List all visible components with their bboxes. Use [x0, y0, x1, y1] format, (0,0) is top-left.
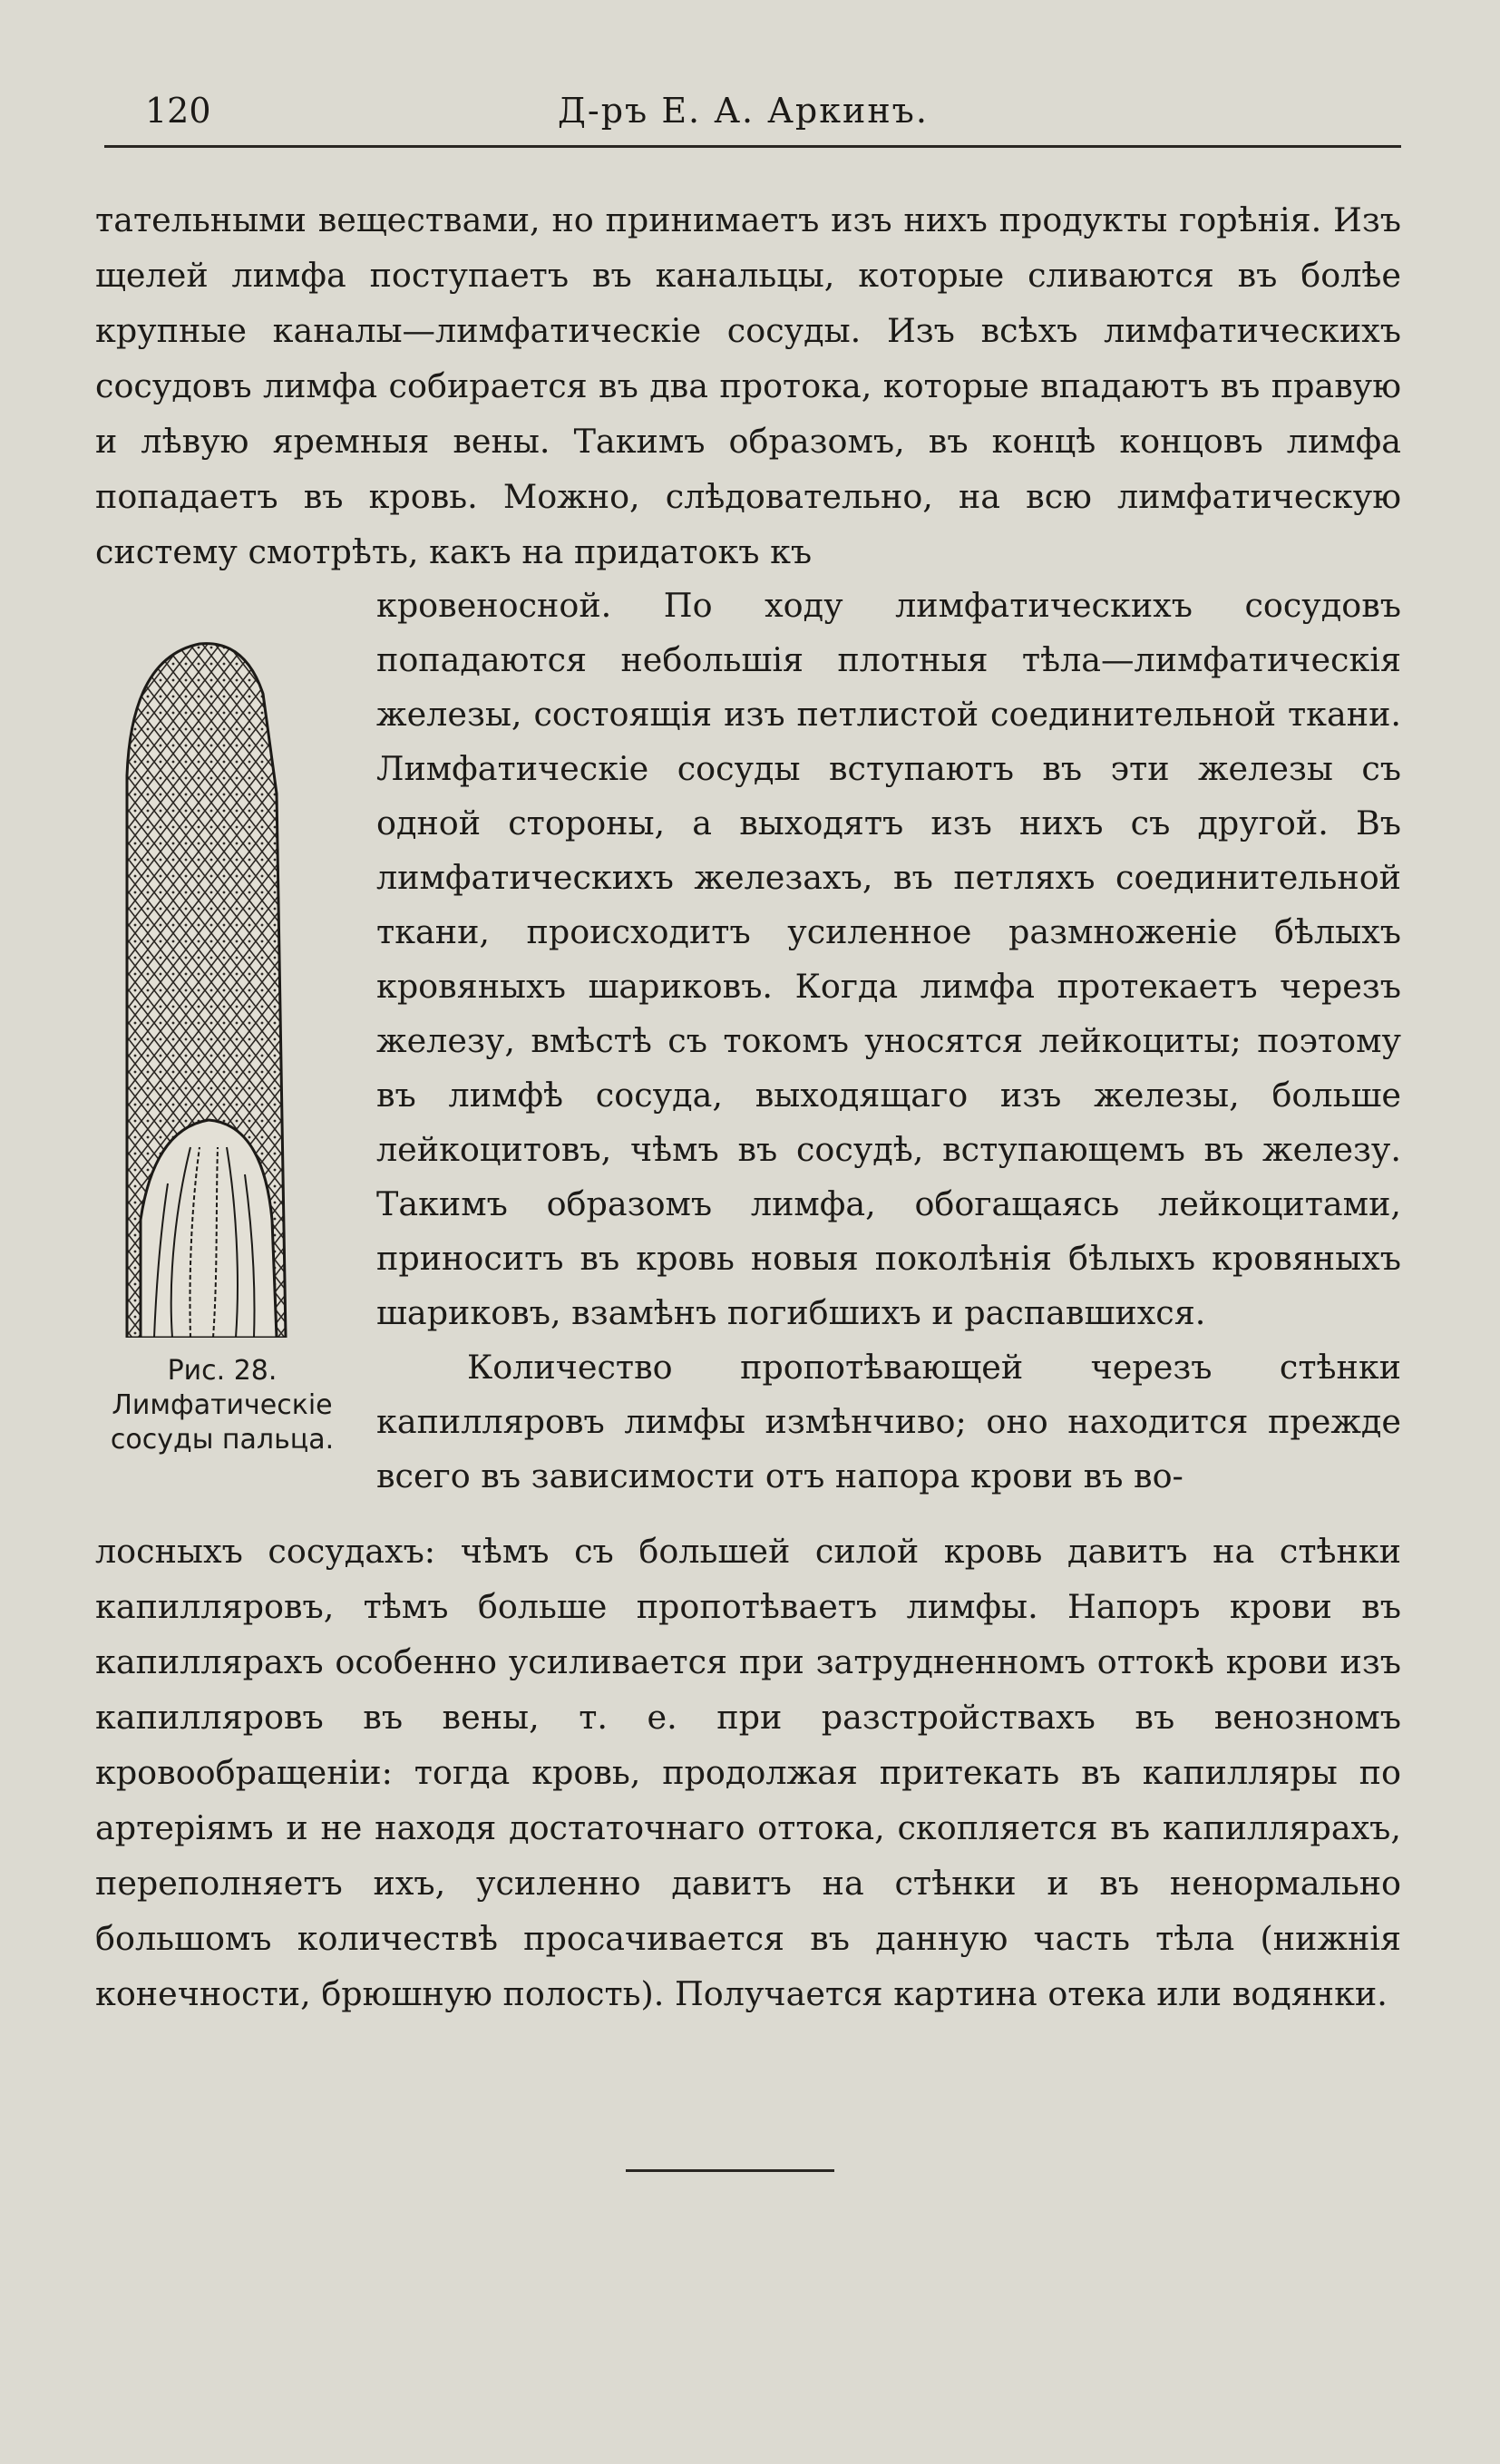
page-number: 120 [145, 91, 211, 131]
running-head: Д-ръ Е. А. Аркинъ. [558, 91, 929, 131]
end-rule [626, 2169, 834, 2172]
header-rule [104, 145, 1401, 148]
paragraph-side-1: кровеносной. По ходу лимфатическихъ сосудовъ попадаются небольшія плотныя тѣла—лимфатическія железы, состоящія изъ петлистой соединительной ткани. Лимфатическіе сосуды вступаютъ въ эти железы съ одной стороны, а выходятъ изъ нихъ съ другой. Въ лимфатическихъ железахъ, въ петляхъ соединительной ткани, происходитъ усиленное размноженіе бѣлыхъ кровяныхъ шариковъ. Когда лимфа протекаетъ черезъ железу, вмѣстѣ съ токомъ уносятся лейкоциты; поэтому въ лимфѣ сосуда, выходящаго изъ железы, больше лейкоцитовъ, чѣмъ въ сосудѣ, вступающемъ въ железу. Такимъ образомъ лимфа, обогащаясь лейкоцитами, приноситъ въ кровь новыя поколѣнія бѣлыхъ кровяныхъ шариковъ, взамѣнъ погибшихъ и распавшихся. [376, 586, 1401, 1332]
page-header [104, 83, 1401, 138]
finger-lymph-vessels-illustration [91, 639, 354, 1338]
text-beside-figure [376, 579, 1401, 1504]
text-top [95, 192, 1401, 579]
paragraph-side-2: Количество пропотѣвающей черезъ стѣнки капилляровъ лимфы измѣнчиво; оно находится прежде всего въ зависимости отъ напора крови въ во- [376, 1348, 1401, 1495]
text-bottom [95, 1524, 1401, 2021]
caption-line-2: сосуды пальца. [110, 1424, 335, 1456]
paragraph-top: тательными веществами, но принимаетъ изъ нихъ продукты горѣнія. Изъ щелей лимфа поступаетъ въ канальцы, которые сливаются въ болѣе крупные каналы—лимфатическіе сосуды. Изъ всѣхъ лимфатическихъ сосудовъ лимфа собирается въ два протока, которые впадаютъ въ правую и лѣвую яремныя вены. Такимъ образомъ, въ концѣ концовъ лимфа попадаетъ въ кровь. Можно, слѣдовательно, на всю лимфатическую систему смотрѣть, какъ на придатокъ къ [95, 200, 1401, 571]
figure-28 [91, 639, 354, 1456]
caption-number: Рис. 28. [167, 1355, 278, 1387]
paragraph-bottom: лосныхъ сосудахъ: чѣмъ съ большей силой кровь давитъ на стѣнки капилляровъ, тѣмъ больше пропотѣваетъ лимфы. Напоръ крови въ капиллярахъ особенно усиливается при затрудненномъ оттокѣ крови изъ капилляровъ въ вены, т. е. при разстройствахъ въ венозномъ кровообращеніи: тогда кровь, продолжая притекать въ капилляры по артеріямъ и не находя достаточнаго оттока, скопляется въ капиллярахъ, переполняетъ ихъ, усиленно давитъ на стѣнки и въ ненормально большомъ количествѣ просачивается въ данную часть тѣла (нижнія конечности, брюшную полость). Получается картина отека или водянки. [95, 1532, 1401, 2013]
figure-caption [91, 1354, 354, 1457]
caption-line-1: Лимфатическіе [112, 1389, 333, 1421]
